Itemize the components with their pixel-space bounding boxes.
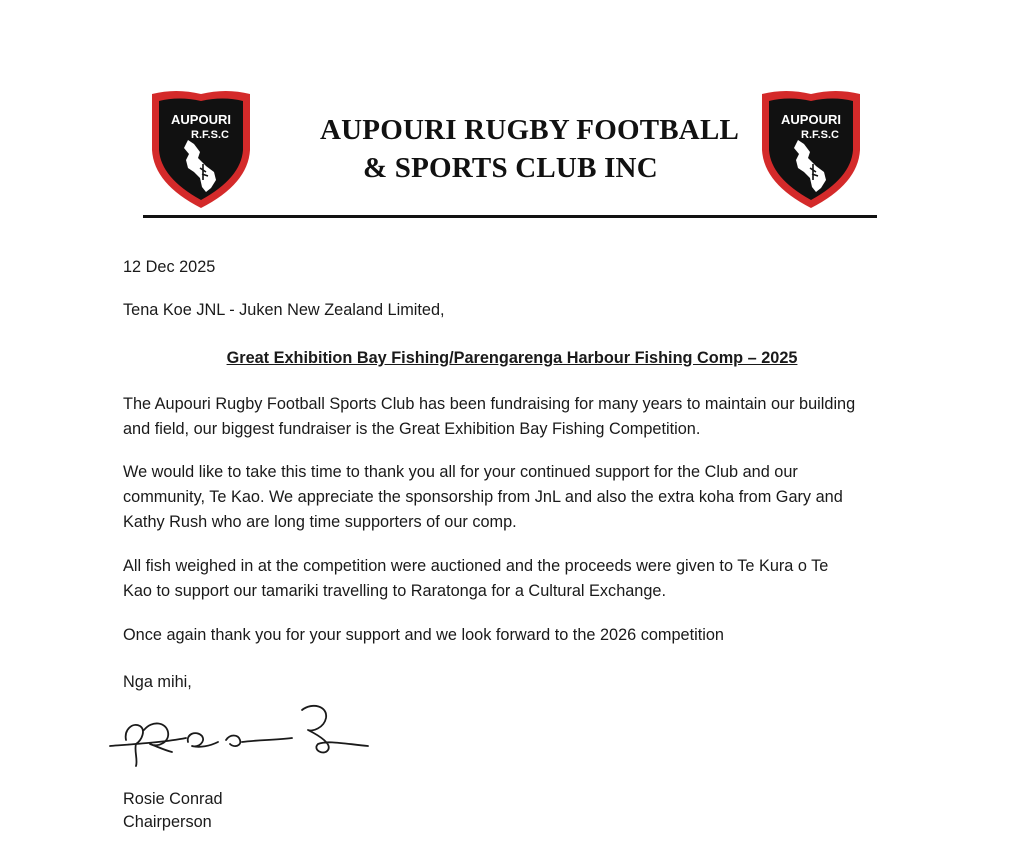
club-crest-right <box>758 88 864 212</box>
letter-subject: Great Exhibition Bay Fishing/Parengarenga Harbour Fishing Comp – 2025 <box>226 349 798 367</box>
crest-line2: R.F.S.C <box>191 129 229 141</box>
club-name-line2: & SPORTS CLUB INC <box>363 152 658 184</box>
club-name-line1: AUPOURI RUGBY FOOTBALL <box>320 114 740 146</box>
paragraph-4 <box>123 623 724 648</box>
paragraph-line: We would like to take this time to thank you all for your continued support for the Club and our <box>123 463 798 481</box>
letter-date: 12 Dec 2025 <box>123 258 216 276</box>
paragraph-1 <box>123 392 855 442</box>
rugby-crest-icon <box>148 88 254 212</box>
paragraph-line: Once again thank you for your support and we look forward to the 2026 competition <box>123 626 724 644</box>
paragraph-line: Kathy Rush who are long time supporters of our comp. <box>123 513 517 531</box>
paragraph-line: Kao to support our tamariki travelling to Raratonga for a Cultural Exchange. <box>123 582 666 600</box>
paragraph-line: All fish weighed in at the competition were auctioned and the proceeds were given to Te Kura o Te <box>123 557 829 575</box>
signatory-name: Rosie Conrad <box>123 790 223 808</box>
paragraph-line: and field, our biggest fundraiser is the Great Exhibition Bay Fishing Competition. <box>123 420 701 438</box>
letter-closing: Nga mihi, <box>123 673 192 691</box>
paragraph-line: community, Te Kao. We appreciate the sponsorship from JnL and also the extra koha from Gary and <box>123 488 843 506</box>
paragraph-line: The Aupouri Rugby Football Sports Club has been fundraising for many years to maintain our building <box>123 395 856 413</box>
signature-icon <box>106 700 376 770</box>
letterhead-divider <box>143 215 877 218</box>
signature <box>106 700 376 770</box>
crest-line1: AUPOURI <box>171 112 231 127</box>
letter-salutation: Tena Koe JNL - Juken New Zealand Limited, <box>123 301 445 319</box>
paragraph-3 <box>123 554 828 604</box>
club-crest-left <box>148 88 254 212</box>
letterhead <box>0 0 1024 230</box>
crest-line1: AUPOURI <box>781 112 841 127</box>
signatory-title: Chairperson <box>123 813 212 831</box>
crest-line2: R.F.S.C <box>801 129 839 141</box>
paragraph-2 <box>123 460 843 535</box>
rugby-crest-icon <box>758 88 864 212</box>
